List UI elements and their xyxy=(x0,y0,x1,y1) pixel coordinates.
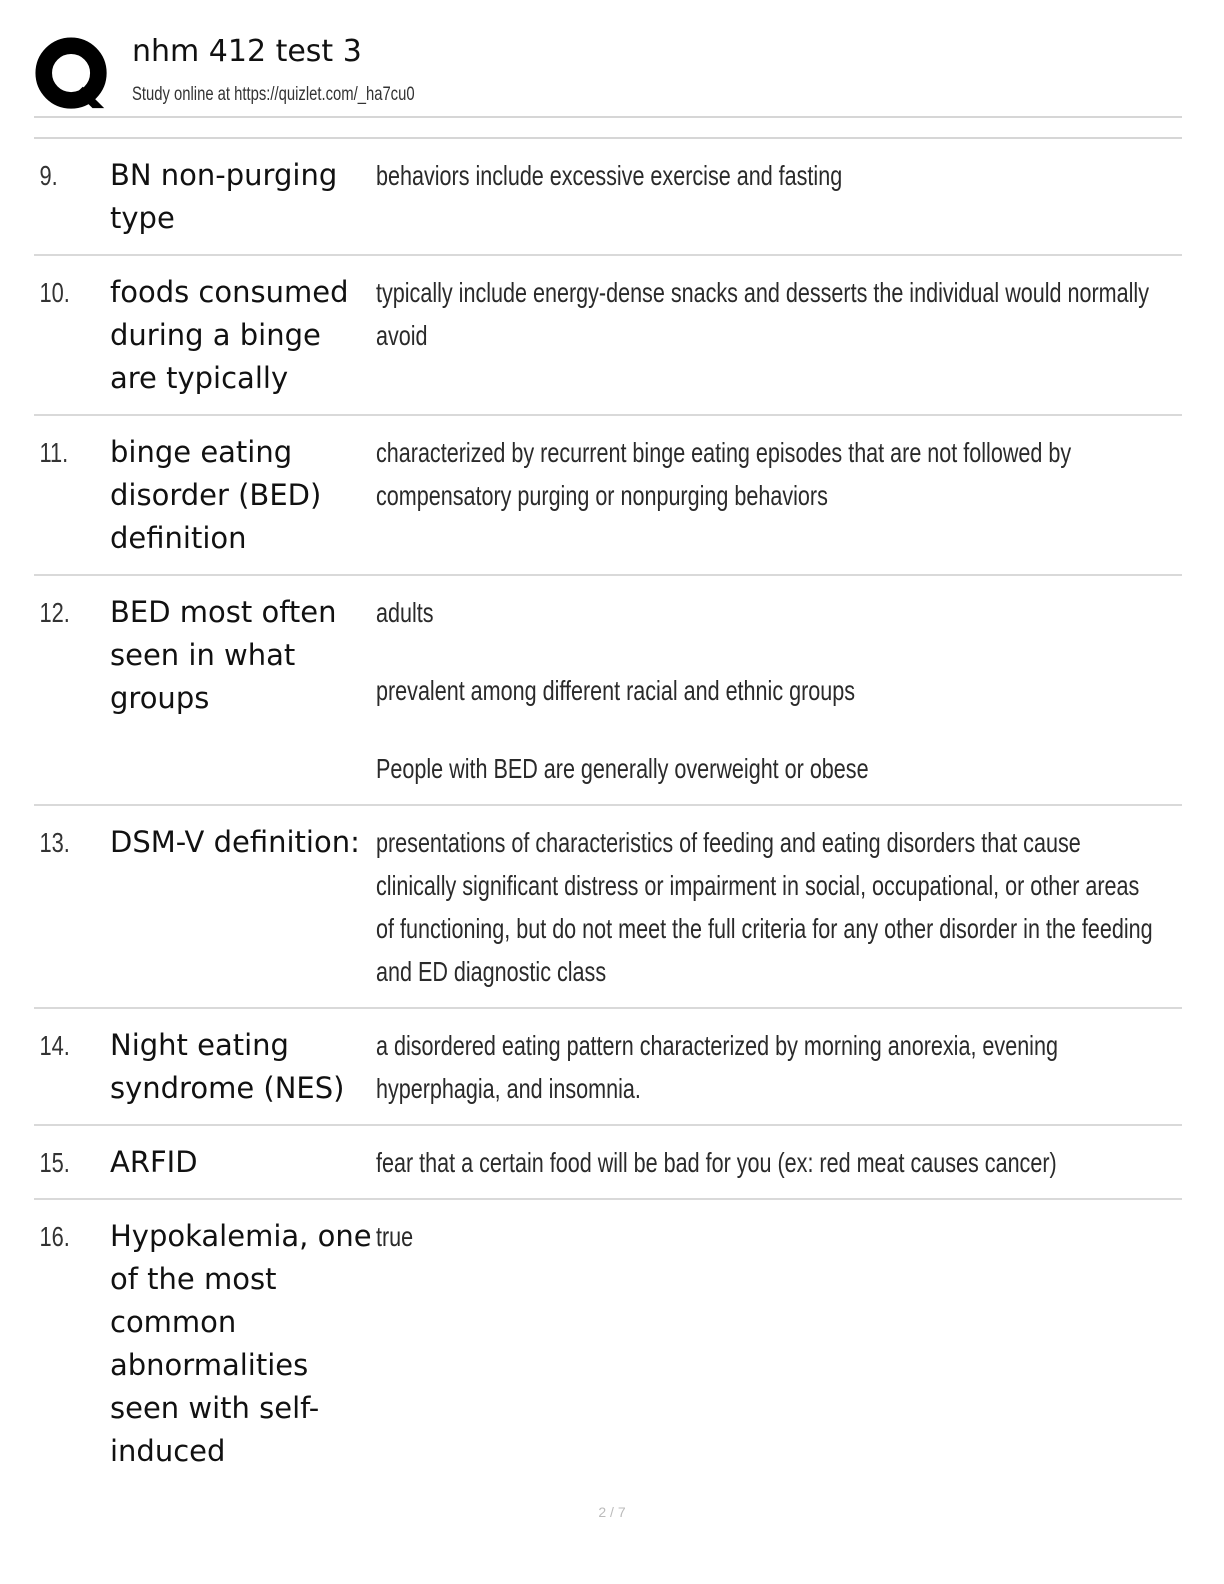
flashcard-row xyxy=(34,256,1182,416)
definition-paragraph: prevalent among different racial and ethnic groups xyxy=(376,675,856,706)
definition-paragraph: true xyxy=(376,1221,414,1252)
card-term: BED most often seen in what groups xyxy=(110,595,337,715)
card-definition xyxy=(376,1215,1182,1258)
document-title: nhm 412 test 3 xyxy=(132,34,362,69)
card-term: foods consumed during a binge are typically xyxy=(110,275,349,395)
card-definition xyxy=(376,154,1182,197)
definition-paragraph: typically include energy-dense snacks and desserts the individual would normally avoid xyxy=(376,277,1149,351)
card-number: 11. xyxy=(39,437,69,468)
flashcard-row xyxy=(34,139,1182,256)
flashcard-row xyxy=(34,1200,1182,1487)
flashcard-list xyxy=(34,139,1182,1487)
flashcard-row xyxy=(34,576,1182,806)
card-number: 15. xyxy=(39,1147,70,1178)
definition-paragraph: characterized by recurrent binge eating episodes that are not followed by compensatory purging or nonpurging behaviors xyxy=(376,437,1072,511)
card-term: DSM-V definition: xyxy=(110,825,360,859)
definition-paragraph: adults xyxy=(376,597,434,628)
flashcard-row xyxy=(34,416,1182,576)
definition-paragraph: a disordered eating pattern characterized by morning anorexia, evening hyperphagia, and insomnia. xyxy=(376,1030,1058,1104)
card-number: 10. xyxy=(39,277,70,308)
definition-paragraph: behaviors include excessive exercise and fasting xyxy=(376,160,843,191)
card-number: 12. xyxy=(39,597,70,628)
card-term: binge eating disorder (BED) definition xyxy=(110,435,322,555)
flashcard-row xyxy=(34,806,1182,1009)
card-number: 13. xyxy=(39,827,70,858)
study-online-link[interactable]: Study online at https://quizlet.com/_ha7cu0 xyxy=(132,84,415,105)
card-definition xyxy=(376,271,1182,357)
page-header xyxy=(34,30,1182,120)
card-term: BN non-purging type xyxy=(110,158,338,235)
flashcard-row xyxy=(34,1126,1182,1200)
card-definition xyxy=(376,1024,1182,1110)
definition-paragraph: presentations of characteristics of feeding and eating disorders that cause clinically significant distress or impairment in social, occupational, or other areas of functioning, but do not meet the full criteria for any other disorder in the feeding and ED diagnostic class xyxy=(376,827,1153,987)
card-number: 16. xyxy=(39,1221,70,1252)
card-number: 9. xyxy=(39,160,58,191)
definition-paragraph: People with BED are generally overweight or obese xyxy=(376,753,869,784)
card-term: ARFID xyxy=(110,1145,198,1179)
card-definition xyxy=(376,1141,1182,1184)
card-definition xyxy=(376,591,1182,790)
card-term: Hypokalemia, one of the most common abnormalities seen with self-induced xyxy=(110,1219,372,1468)
header-divider xyxy=(34,116,1182,118)
quizlet-logo-icon xyxy=(34,36,112,114)
flashcard-row xyxy=(34,1009,1182,1126)
page-number: 2 / 7 xyxy=(598,1504,626,1520)
card-definition xyxy=(376,431,1182,517)
card-definition xyxy=(376,821,1182,993)
card-number: 14. xyxy=(39,1030,70,1061)
card-term: Night eating syndrome (NES) xyxy=(110,1028,345,1105)
definition-paragraph: fear that a certain food will be bad for you (ex: red meat causes cancer) xyxy=(376,1147,1057,1178)
